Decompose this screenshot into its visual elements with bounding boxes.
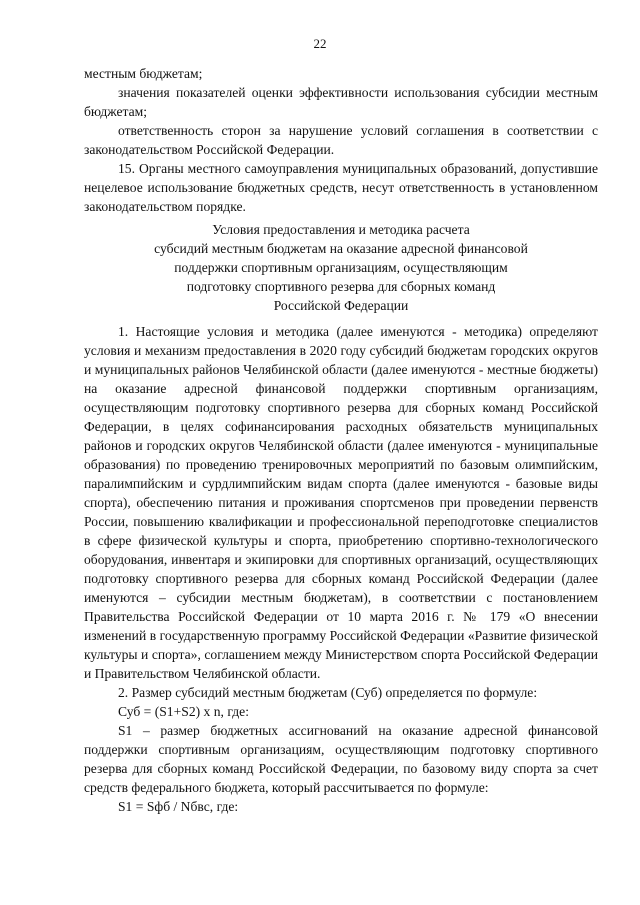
paragraph-item-15: 15. Органы местного самоуправления муниципальных образований, допустившие нецелевое использование бюджетных средств, несут ответственность в установленном законодательством порядке. xyxy=(84,161,598,214)
formula-s1: S1 = Sфб / Nбвс, где: xyxy=(118,799,239,814)
formula-sub: Суб = (S1+S2) х n, где: xyxy=(118,704,249,719)
paragraph-responsibility: ответственность сторон за нарушение условий соглашения в соответствии с законодательством Российской Федерации. xyxy=(84,123,598,157)
paragraph-local-budgets: местным бюджетам; xyxy=(84,66,203,81)
paragraph-indicator-values: значения показателей оценки эффективности использования субсидии местным бюджетам; xyxy=(84,85,598,119)
paragraph-item-1: 1. Настоящие условия и методика (далее именуются - методика) определяют условия и механизм предоставления в 2020 году субсидий бюджетам городских округов и муниципальных районов Челябинской области (далее именуются - местные бюджеты) на оказание адресной финансовой поддержки спортивным организациям, осуществляющим подготовку спортивного резерва для сборных команд Российской Федерации, в целях софинансирования расходных обязательств муниципальных районов и городских округов Челябинской области (далее именуются - муниципальные образования) по проведению тренировочных мероприятий по базовым олимпийским, паралимпийским и сурдлимпийским видам спорта (далее именуются - базовые виды спорта), обеспечению питания и проживания спортсменов при проведении первенств России, повышению квалификации и профессиональной переподготовке специалистов в сфере физической культуры и спорта, приобретению спортивно-технологического оборудования, инвентаря и экипировки для спортивных организаций, осуществляющих подготовку спортивного резерва для сборных команд Российской Федерации (далее именуются – субсидии местным бюджетам), в соответствии с постановлением Правительства Российской Федерации от 10 марта 2016 г. № 179 «О внесении изменений в государственную программу Российской Федерации «Развитие физической культуры и спорта», соглашением между Министерством спорта Российской Федерации и Правительством Челябинской области. xyxy=(84,324,598,681)
section-title-line: поддержки спортивным организациям, осуществляющим xyxy=(174,260,508,275)
paragraph-item-2: 2. Размер субсидий местным бюджетам (Суб) определяется по формуле: xyxy=(118,685,538,700)
section-title-line: Российской Федерации xyxy=(273,298,409,313)
top-text-block xyxy=(84,64,598,216)
page-number: 22 xyxy=(313,36,327,51)
section-title-line: Условия предоставления и методика расчета xyxy=(212,222,470,237)
section-title xyxy=(84,220,598,315)
section-title-line: подготовку спортивного резерва для сборных команд xyxy=(186,279,496,294)
section-title-line: субсидий местным бюджетам на оказание адресной финансовой xyxy=(154,241,528,256)
paragraph-s1-definition: S1 – размер бюджетных ассигнований на оказание адресной финансовой поддержки спортивным организациям, осуществляющим подготовку спортивного резерва для сборных команд Российской Федерации, по базовому виду спорта за счет средств федерального бюджета, который рассчитывается по формуле: xyxy=(84,723,598,795)
main-text-block xyxy=(84,322,598,816)
